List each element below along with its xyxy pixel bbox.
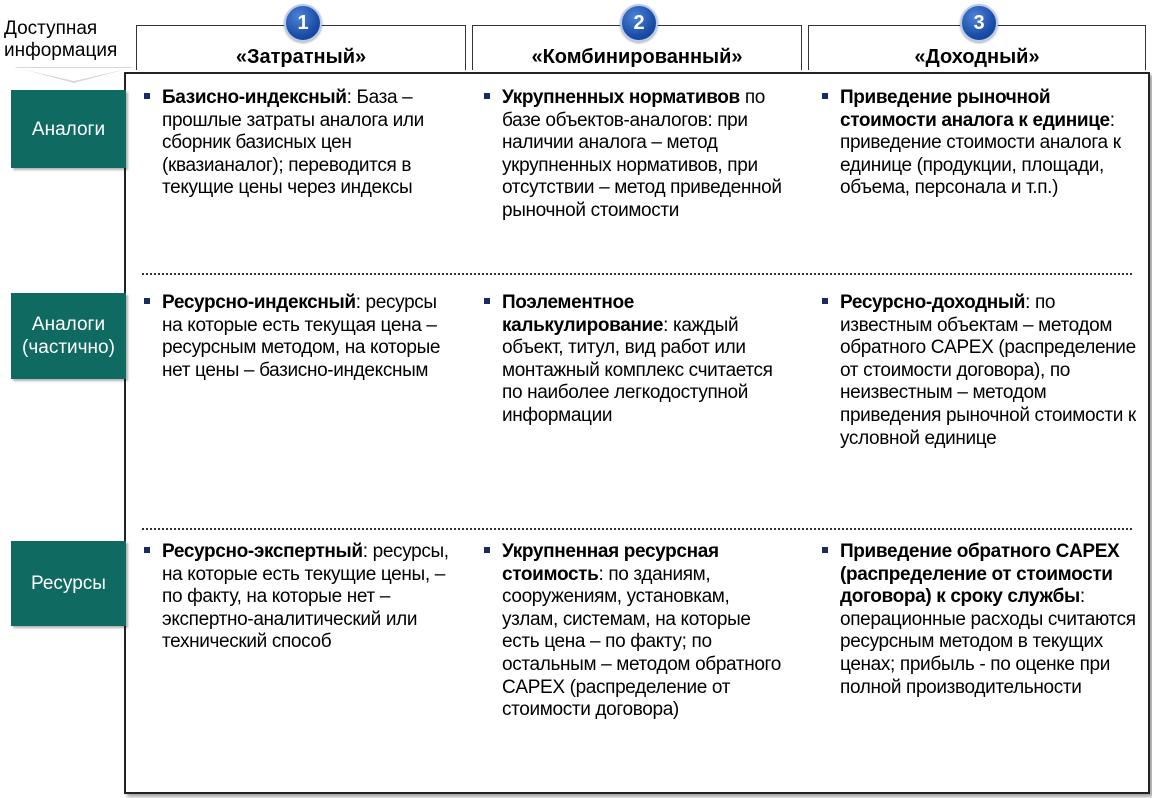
bullet-icon xyxy=(484,547,490,553)
column-title-1: «Затратный» xyxy=(235,46,367,68)
cell-description: : ресурсы на которые есть текущая цена – ресурсным методом, на которые нет цены – базисно-индексным xyxy=(162,292,441,381)
cell-description: : приведение стоимости аналога к единице (продукции, площади, объема, персонала и т.п.) xyxy=(840,109,1121,199)
column-header-3 xyxy=(808,12,1146,70)
corner-arrow xyxy=(14,67,134,83)
cell-method-name: Поэлементное калькулирование xyxy=(502,292,664,336)
cell-method-name: Ресурсно-экспертный xyxy=(162,541,363,562)
bullet-icon xyxy=(144,298,150,304)
cell-method-name: Укрупненных нормативов xyxy=(502,87,740,108)
number-badge-1: 1 xyxy=(284,4,322,42)
cell-method-name: Ресурсно-доходный xyxy=(840,292,1026,313)
cell-r3-c1 xyxy=(144,541,450,654)
cell-method-name: Базисно-индексный xyxy=(162,87,347,108)
cell-description: : операционные расходы считаются ресурсным методом в текущих ценах; прибыль - по оценке при полной производительности xyxy=(840,586,1136,698)
bullet-icon xyxy=(484,93,490,99)
column-title-3: «Доходный» xyxy=(914,46,1040,68)
bullet-icon xyxy=(822,298,828,304)
row-separator-2 xyxy=(142,528,1132,530)
cell-r1-c1 xyxy=(144,87,462,200)
cell-method-name: Приведение обратного CAPEX (распределение от стоимости договора) к сроку службы xyxy=(840,541,1120,608)
corner-label: Доступная информация xyxy=(4,18,118,61)
cell-method-name: Укрупненная ресурсная стоимость xyxy=(502,541,719,585)
cell-method-name: Приведение рыночной стоимости аналога к единице xyxy=(840,87,1110,131)
bullet-icon xyxy=(822,547,828,553)
cell-description: : каждый объект, титул, вид работ или монтажный комплекс считается по наиболее легкодоступной информации xyxy=(502,314,773,426)
bullet-icon xyxy=(144,547,150,553)
cell-r3-c3 xyxy=(822,541,1138,699)
cell-description: по базе объектов-аналогов: при наличии аналога – метод укрупненных нормативов, при отсутствии – метод приведенной рыночной стоимости xyxy=(502,87,782,221)
column-title-2: «Комбинированный» xyxy=(531,46,743,68)
cell-r2-c3 xyxy=(822,292,1138,450)
cell-r2-c1 xyxy=(144,292,462,382)
row-label-analogs-partial: Аналоги (частично) xyxy=(11,293,126,379)
bullet-icon xyxy=(822,93,828,99)
cell-description: : по зданиям, сооружениям, установкам, узлам, системам, на которые есть цена – по факту; по остальным – методом обратного CAPEX (распределение от стоимости договора) xyxy=(502,563,781,721)
cell-description: : ресурсы, на которые есть текущие цены, – по факту, на которые нет – экспертно-аналитический или технический способ xyxy=(162,541,449,653)
number-badge-2: 2 xyxy=(620,4,658,42)
cell-description: : База – прошлые затраты аналога или сборник базисных цен (квазианалог); переводится в текущие цены через индексы xyxy=(162,87,424,199)
number-badge-3: 3 xyxy=(960,4,998,42)
column-header-2 xyxy=(472,12,802,70)
cell-r1-c2 xyxy=(484,87,802,223)
row-label-analogs: Аналоги xyxy=(11,90,126,168)
cell-method-name: Ресурсно-индексный xyxy=(162,292,356,313)
row-separator-1 xyxy=(142,273,1132,275)
bullet-icon xyxy=(144,93,150,99)
cell-r3-c2 xyxy=(484,541,784,722)
cell-description: : по известным объектам – методом обратного CAPEX (распределение от стоимости договора), по неизвестным – методом приведения рыночной стоимости к условной единице xyxy=(840,292,1136,449)
cell-r2-c2 xyxy=(484,292,784,428)
cell-r1-c3 xyxy=(822,87,1138,200)
bullet-icon xyxy=(484,298,490,304)
column-header-1 xyxy=(136,12,466,70)
row-label-resources: Ресурсы xyxy=(11,541,126,626)
